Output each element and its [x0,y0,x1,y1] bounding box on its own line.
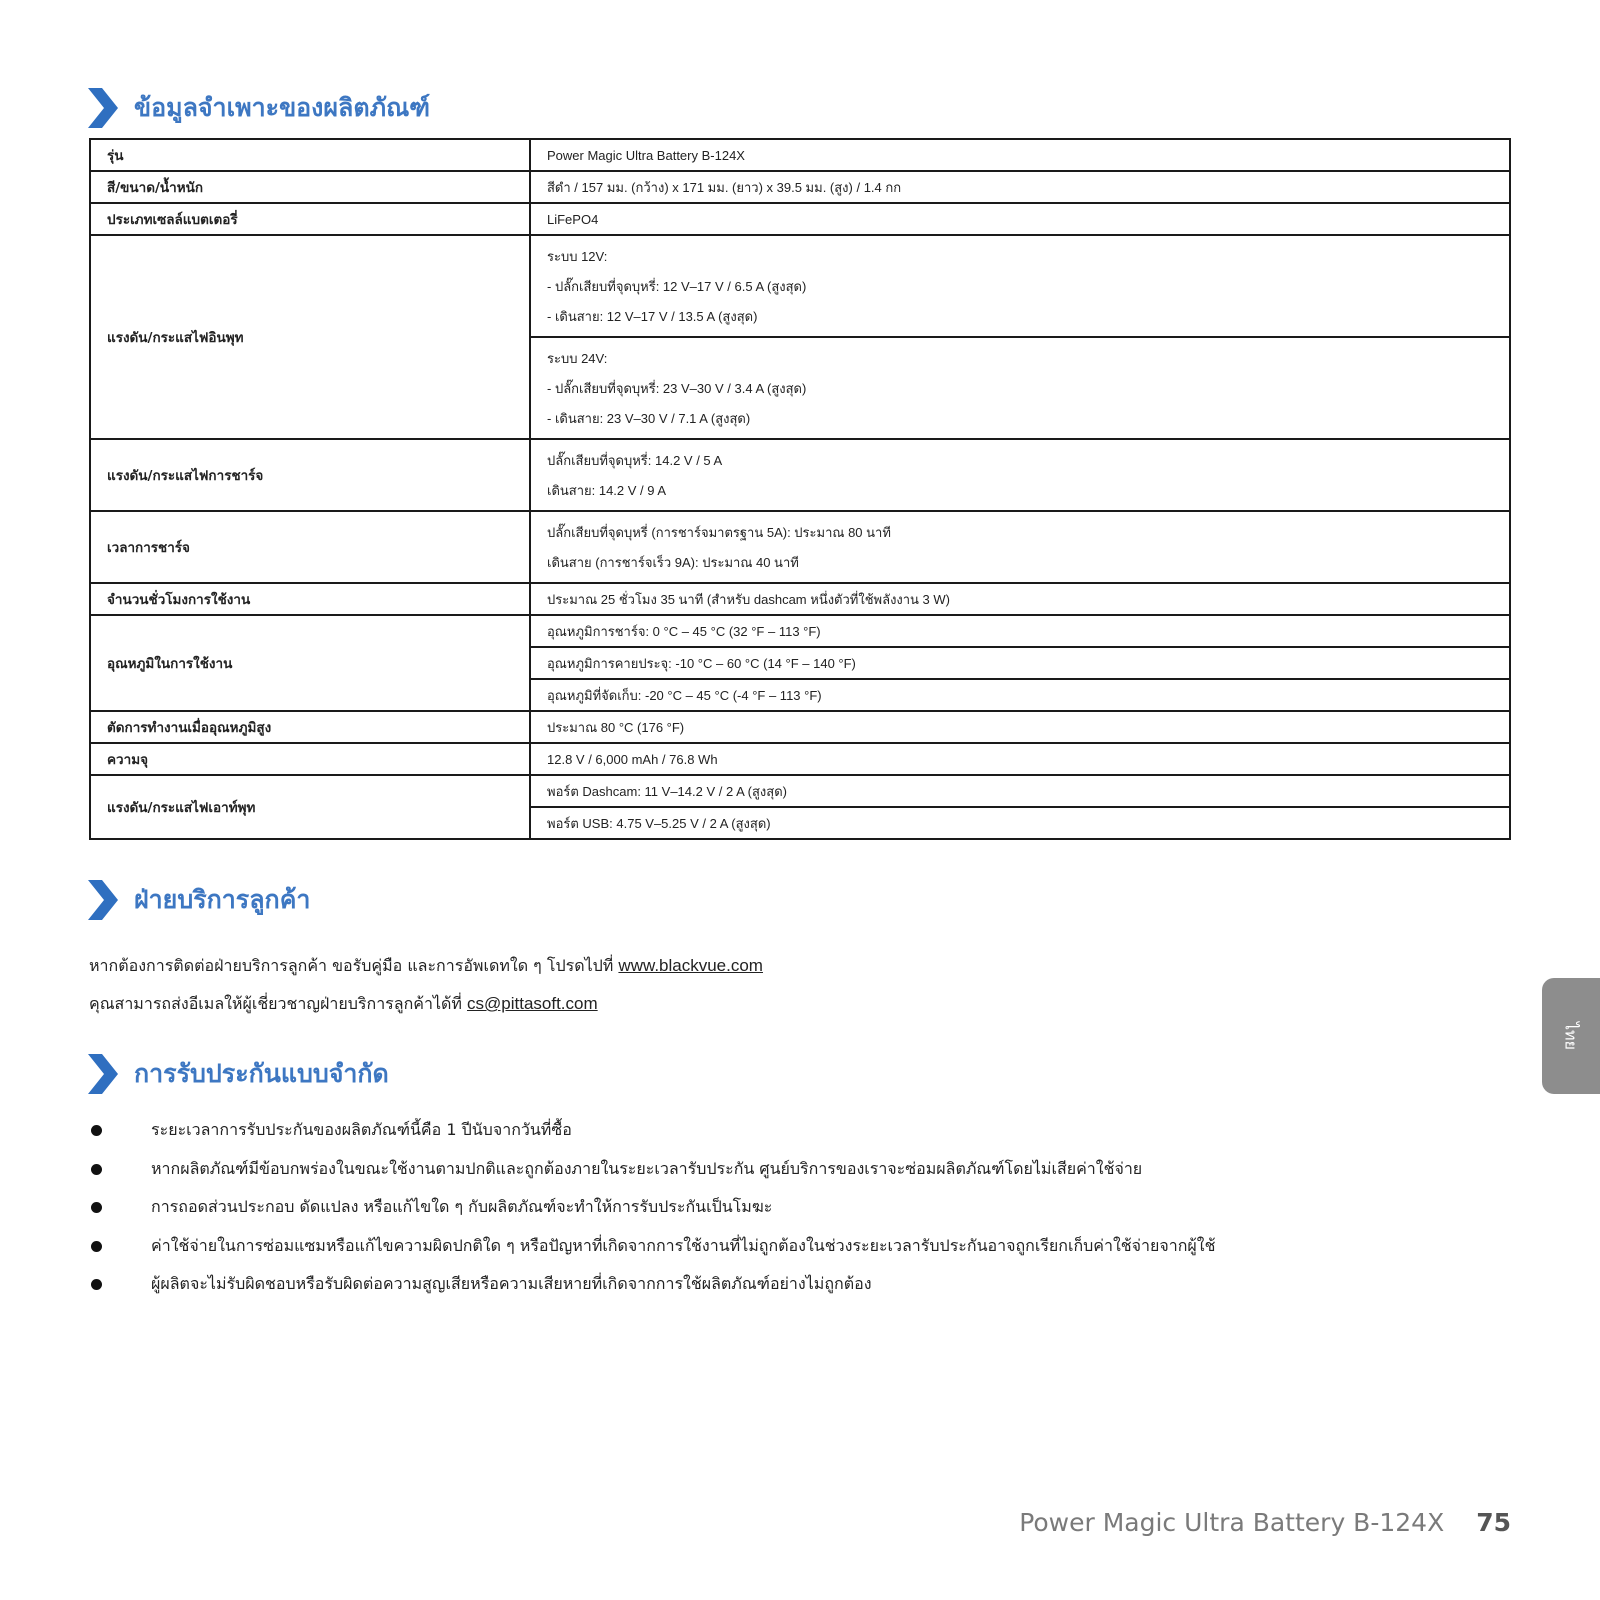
spec-line: - ปลั๊กเสียบที่จุดบุหรี่: 12 V–17 V / 6.5 A (สูงสุด) [547,279,807,294]
spec-value: ประมาณ 80 °C (176 °F) [530,711,1510,743]
spec-line: - เดินสาย: 23 V–30 V / 7.1 A (สูงสุด) [547,411,751,426]
table-row [90,743,1510,775]
list-item [89,1156,1389,1195]
spec-value: สีดำ / 157 มม. (กว้าง) x 171 มม. (ยาว) x 39.5 มม. (สูง) / 1.4 กก [530,171,1510,203]
language-tab-label: ไทย [1561,1022,1581,1050]
spec-value: LiFePO4 [530,203,1510,235]
list-item [89,1117,1389,1156]
spec-label: รุ่น [90,139,530,171]
spec-value: อุณหภูมิการชาร์จ: 0 °C – 45 °C (32 °F – 113 °F) [530,615,1510,647]
table-row [90,711,1510,743]
spec-line: ระบบ 12V: [547,249,608,264]
spec-value: อุณหภูมิที่จัดเก็บ: -20 °C – 45 °C (-4 °F – 113 °F) [530,679,1510,711]
support-line-text: หากต้องการติดต่อฝ่ายบริการลูกค้า ขอรับคู่มือ และการอัพเดทใด ๆ โปรดไปที่ [89,956,619,975]
spec-line: ปลั๊กเสียบที่จุดบุหรี่: 14.2 V / 5 A [547,453,723,468]
bullet-icon [91,1202,102,1213]
spec-value [530,235,1510,337]
email-link[interactable]: cs@pittasoft.com [467,994,598,1013]
footer-product-name: Power Magic Ultra Battery B-124X [1019,1508,1445,1537]
table-row [90,775,1510,807]
spec-label: ความจุ [90,743,530,775]
specs-table [89,138,1511,840]
spec-value: อุณหภูมิการคายประจุ: -10 °C – 60 °C (14 °F – 140 °F) [530,647,1510,679]
spec-value [530,511,1510,583]
bullet-icon [91,1279,102,1290]
spec-value: Power Magic Ultra Battery B-124X [530,139,1510,171]
warranty-list [89,1117,1389,1310]
list-item-text: ระยะเวลาการรับประกันของผลิตภัณฑ์นี้คือ 1 ปีนับจากวันที่ซื้อ [151,1120,572,1139]
support-line-text: คุณสามารถส่งอีเมลให้ผู้เชี่ยวชาญฝ่ายบริการลูกค้าได้ที่ [89,994,468,1013]
spec-line: - ปลั๊กเสียบที่จุดบุหรี่: 23 V–30 V / 3.4 A (สูงสุด) [547,381,807,396]
table-row [90,235,1510,337]
spec-label: สี/ขนาด/น้ำหนัก [90,171,530,203]
spec-label: ตัดการทำงานเมื่ออุณหภูมิสูง [90,711,530,743]
warranty-heading [88,1054,389,1094]
spec-label: อุณหภูมิในการใช้งาน [90,615,530,711]
spec-line: เดินสาย: 14.2 V / 9 A [547,483,667,498]
spec-line: ระบบ 24V: [547,351,608,366]
list-item [89,1233,1389,1272]
support-title: ฝ่ายบริการลูกค้า [134,885,311,914]
specs-heading [88,88,430,128]
spec-label: จำนวนชั่วโมงการใช้งาน [90,583,530,615]
spec-label: ประเภทเซลล์แบตเตอรี่ [90,203,530,235]
spec-value [530,439,1510,511]
bullet-icon [91,1164,102,1175]
support-line [89,947,763,985]
support-line [89,985,763,1023]
table-row [90,203,1510,235]
spec-value: ประมาณ 25 ชั่วโมง 35 นาที (สำหรับ dashcam หนึ่งตัวที่ใช้พลังงาน 3 W) [530,583,1510,615]
chevron-right-icon [88,880,120,920]
website-link[interactable]: www.blackvue.com [618,956,763,975]
list-item [89,1271,1389,1310]
spec-value [530,337,1510,439]
list-item-text: การถอดส่วนประกอบ ดัดแปลง หรือแก้ไขใด ๆ กับผลิตภัณฑ์จะทำให้การรับประกันเป็นโมฆะ [151,1197,773,1216]
table-row [90,171,1510,203]
spec-label: แรงดัน/กระแสไฟการชาร์จ [90,439,530,511]
spec-label: แรงดัน/กระแสไฟอินพุท [90,235,530,439]
table-row [90,615,1510,647]
spec-value: พอร์ต Dashcam: 11 V–14.2 V / 2 A (สูงสุด) [530,775,1510,807]
support-heading [88,880,310,920]
spec-line: ปลั๊กเสียบที่จุดบุหรี่ (การชาร์จมาตรฐาน 5A): ประมาณ 80 นาที [547,525,891,540]
list-item-text: หากผลิตภัณฑ์มีข้อบกพร่องในขณะใช้งานตามปกติและถูกต้องภายในระยะเวลารับประกัน ศูนย์บริการของเราจะซ่อมผลิตภัณฑ์โดยไม่เสียค่าใช้จ่าย [151,1158,1143,1178]
language-tab[interactable] [1542,978,1600,1094]
specs-title: ข้อมูลจำเพาะของผลิตภัณฑ์ [134,93,431,122]
support-text [89,947,763,1023]
table-row [90,139,1510,171]
bullet-icon [91,1125,102,1136]
spec-label: เวลาการชาร์จ [90,511,530,583]
table-row [90,511,1510,583]
spec-value: 12.8 V / 6,000 mAh / 76.8 Wh [530,743,1510,775]
chevron-right-icon [88,1054,120,1094]
table-row [90,583,1510,615]
spec-value: พอร์ต USB: 4.75 V–5.25 V / 2 A (สูงสุด) [530,807,1510,839]
warranty-title: การรับประกันแบบจำกัด [134,1059,389,1088]
list-item-text: ผู้ผลิตจะไม่รับผิดชอบหรือรับผิดต่อความสูญเสียหรือความเสียหายที่เกิดจากการใช้ผลิตภัณฑ์อย่างไม่ถูกต้อง [151,1274,872,1293]
list-item [89,1194,1389,1233]
spec-line: - เดินสาย: 12 V–17 V / 13.5 A (สูงสุด) [547,309,758,324]
chevron-right-icon [88,88,120,128]
spec-line: เดินสาย (การชาร์จเร็ว 9A): ประมาณ 40 นาที [547,555,799,570]
list-item-text: ค่าใช้จ่ายในการซ่อมแซมหรือแก้ไขความผิดปกติใด ๆ หรือปัญหาที่เกิดจากการใช้งานที่ไม่ถูกต้องในช่วงระยะเวลารับประกันอาจถูกเรียกเก็บค่าใช้จ่ายจากผู้ใช้ [151,1235,1216,1255]
bullet-icon [91,1241,102,1252]
page-footer [1019,1508,1511,1537]
spec-label: แรงดัน/กระแสไฟเอาท์พุท [90,775,530,839]
table-row [90,439,1510,511]
page-number: 75 [1476,1508,1511,1537]
